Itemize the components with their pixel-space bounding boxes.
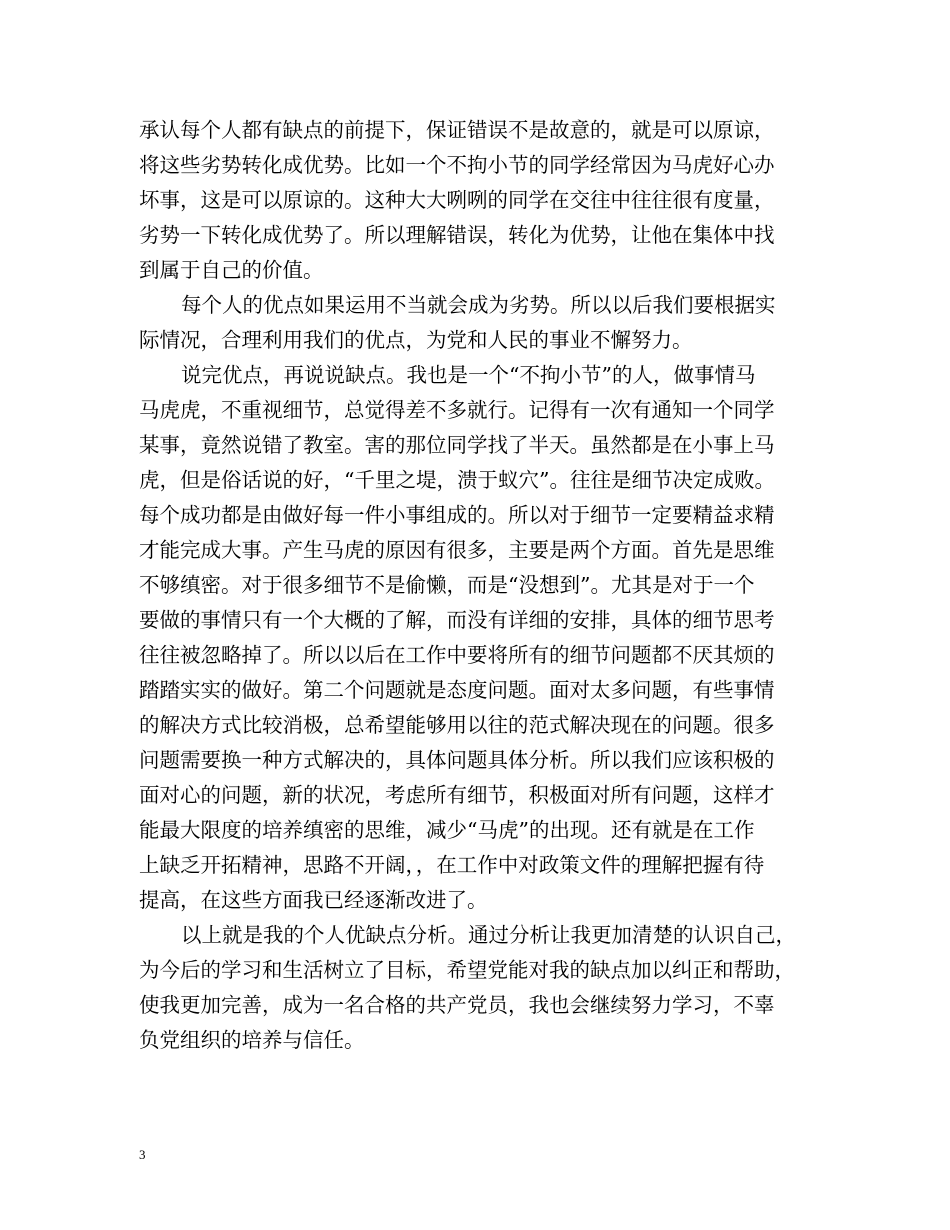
text-line: 提高，在这些方面我已经逐渐改进了。	[139, 888, 488, 912]
text-line: 上缺乏开拓精神，思路不开阔，，在工作中对政策文件的理解把握有待	[139, 853, 765, 877]
text-line: 某事，竟然说错了教室。害的那位同学找了半天。虽然都是在小事上马	[139, 433, 775, 457]
text-line: 不够缜密。对于很多细节不是偷懒，而是“没想到”。尤其是对于一个	[139, 573, 755, 597]
paragraph-first-line: 每个人的优点如果运用不当就会成为劣势。所以以后我们要根据实	[181, 293, 776, 317]
text-line: 踏踏实实的做好。第二个问题就是态度问题。面对太多问题，有些事情	[139, 678, 775, 702]
text-line: 马虎虎，不重视细节，总觉得差不多就行。记得有一次有通知一个同学	[139, 398, 775, 422]
text-line: 将这些劣势转化成优势。比如一个不拘小节的同学经常因为马虎好心办	[139, 153, 775, 177]
text-line: 才能完成大事。产生马虎的原因有很多，主要是两个方面。首先是思维	[139, 538, 775, 562]
text-line: 坏事，这是可以原谅的。这种大大咧咧的同学在交往中往往很有度量，	[139, 188, 775, 212]
text-line: 每个成功都是由做好每一件小事组成的。所以对于细节一定要精益求精	[139, 503, 775, 527]
paragraph-first-line: 以上就是我的个人优缺点分析。通过分析让我更加清楚的认识自己，	[181, 923, 796, 947]
text-line: 负党组织的培养与信任。	[139, 1028, 365, 1052]
text-line: 虎，但是俗话说的好，“千里之堤，溃于蚁穴”。往往是细节决定成败。	[139, 468, 775, 492]
text-line: 要做的事情只有一个大概的了解，而没有详细的安排，具体的细节思考	[139, 608, 775, 632]
page-number: 3	[139, 1147, 146, 1162]
text-line: 际情况，合理利用我们的优点，为党和人民的事业不懈努力。	[139, 328, 693, 352]
text-line: 能最大限度的培养缜密的思维，减少“马虎”的出现。还有就是在工作	[139, 818, 755, 842]
text-line: 的解决方式比较消极，总希望能够用以往的范式解决现在的问题。很多	[139, 713, 775, 737]
text-line: 为今后的学习和生活树立了目标，希望党能对我的缺点加以纠正和帮助，	[139, 958, 795, 982]
text-line: 劣势一下转化成优势了。所以理解错误，转化为优势，让他在集体中找	[139, 223, 775, 247]
text-line: 问题需要换一种方式解决的，具体问题具体分析。所以我们应该积极的	[139, 748, 775, 772]
text-line: 到属于自己的价值。	[139, 258, 324, 282]
text-line: 往往被忽略掉了。所以以后在工作中要将所有的细节问题都不厌其烦的	[139, 643, 775, 667]
text-line: 面对心的问题，新的状况，考虑所有细节，积极面对所有问题，这样才	[139, 783, 775, 807]
text-line: 使我更加完善，成为一名合格的共产党员，我也会继续努力学习，不辜	[139, 993, 775, 1017]
paragraph-first-line: 说完优点，再说说缺点。我也是一个“不拘小节”的人，做事情马	[181, 363, 756, 387]
text-line: 承认每个人都有缺点的前提下，保证错误不是故意的，就是可以原谅，	[139, 118, 775, 142]
